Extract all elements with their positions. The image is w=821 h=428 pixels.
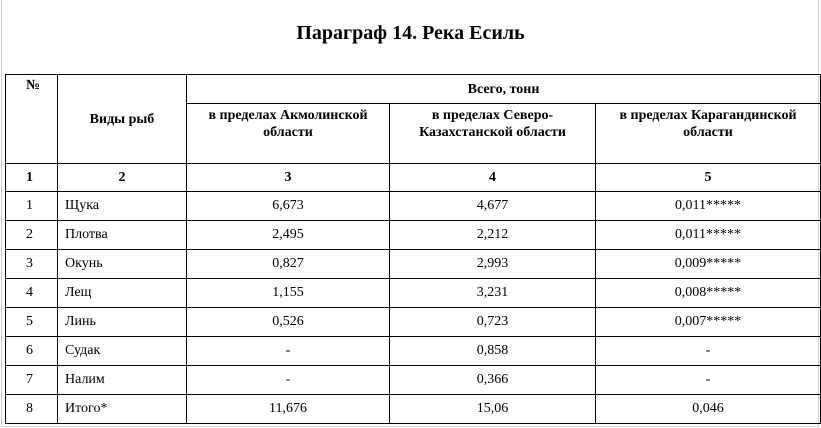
cell-number: 7	[6, 366, 58, 395]
header-akmola: в пределах Акмолинской области	[187, 104, 390, 164]
header-row-1	[6, 75, 821, 104]
cell-karaganda: 0,009*****	[596, 250, 821, 279]
cell-akmola: -	[187, 337, 390, 366]
cell-north-kazakhstan: 2,993	[390, 250, 596, 279]
column-number: 2	[58, 164, 187, 192]
column-number-row	[6, 164, 821, 192]
cell-karaganda: 0,008*****	[596, 279, 821, 308]
cell-north-kazakhstan: 0,723	[390, 308, 596, 337]
cell-karaganda: 0,007*****	[596, 308, 821, 337]
table-row	[6, 395, 821, 424]
header-north-kazakhstan: в пределах Северо-Казахстанской области	[390, 104, 596, 164]
table-row	[6, 250, 821, 279]
header-number: №	[6, 75, 58, 164]
cell-number: 6	[6, 337, 58, 366]
cell-karaganda: 0,011*****	[596, 221, 821, 250]
cell-north-kazakhstan: 0,858	[390, 337, 596, 366]
cell-karaganda: -	[596, 337, 821, 366]
header-species: Виды рыб	[58, 75, 187, 164]
cell-akmola: 0,827	[187, 250, 390, 279]
cell-north-kazakhstan: 4,677	[390, 192, 596, 221]
cell-species: Налим	[58, 366, 187, 395]
table-row	[6, 337, 821, 366]
cell-species: Плотва	[58, 221, 187, 250]
cell-akmola: -	[187, 366, 390, 395]
table-row	[6, 279, 821, 308]
cell-akmola: 2,495	[187, 221, 390, 250]
cell-karaganda: 0,046	[596, 395, 821, 424]
header-total: Всего, тонн	[187, 75, 821, 104]
column-number: 3	[187, 164, 390, 192]
table-row	[6, 192, 821, 221]
cell-species: Итого*	[58, 395, 187, 424]
cell-akmola: 11,676	[187, 395, 390, 424]
cell-number: 1	[6, 192, 58, 221]
cell-north-kazakhstan: 0,366	[390, 366, 596, 395]
cell-akmola: 0,526	[187, 308, 390, 337]
cell-number: 3	[6, 250, 58, 279]
cell-akmola: 1,155	[187, 279, 390, 308]
cell-number: 2	[6, 221, 58, 250]
cell-number: 8	[6, 395, 58, 424]
column-number: 1	[6, 164, 58, 192]
cell-north-kazakhstan: 15,06	[390, 395, 596, 424]
cell-karaganda: -	[596, 366, 821, 395]
cell-species: Судак	[58, 337, 187, 366]
fish-catch-table	[5, 74, 821, 424]
header-karaganda: в пределах Карагандинской области	[596, 104, 821, 164]
cell-akmola: 6,673	[187, 192, 390, 221]
table-row	[6, 366, 821, 395]
cell-species: Окунь	[58, 250, 187, 279]
table-row	[6, 221, 821, 250]
cell-number: 4	[6, 279, 58, 308]
cell-north-kazakhstan: 2,212	[390, 221, 596, 250]
table-row	[6, 308, 821, 337]
cell-north-kazakhstan: 3,231	[390, 279, 596, 308]
cell-species: Щука	[58, 192, 187, 221]
column-number: 5	[596, 164, 821, 192]
cell-karaganda: 0,011*****	[596, 192, 821, 221]
column-number: 4	[390, 164, 596, 192]
cell-species: Лещ	[58, 279, 187, 308]
page-title: Параграф 14. Река Есиль	[296, 22, 525, 44]
cell-species: Линь	[58, 308, 187, 337]
cell-number: 5	[6, 308, 58, 337]
